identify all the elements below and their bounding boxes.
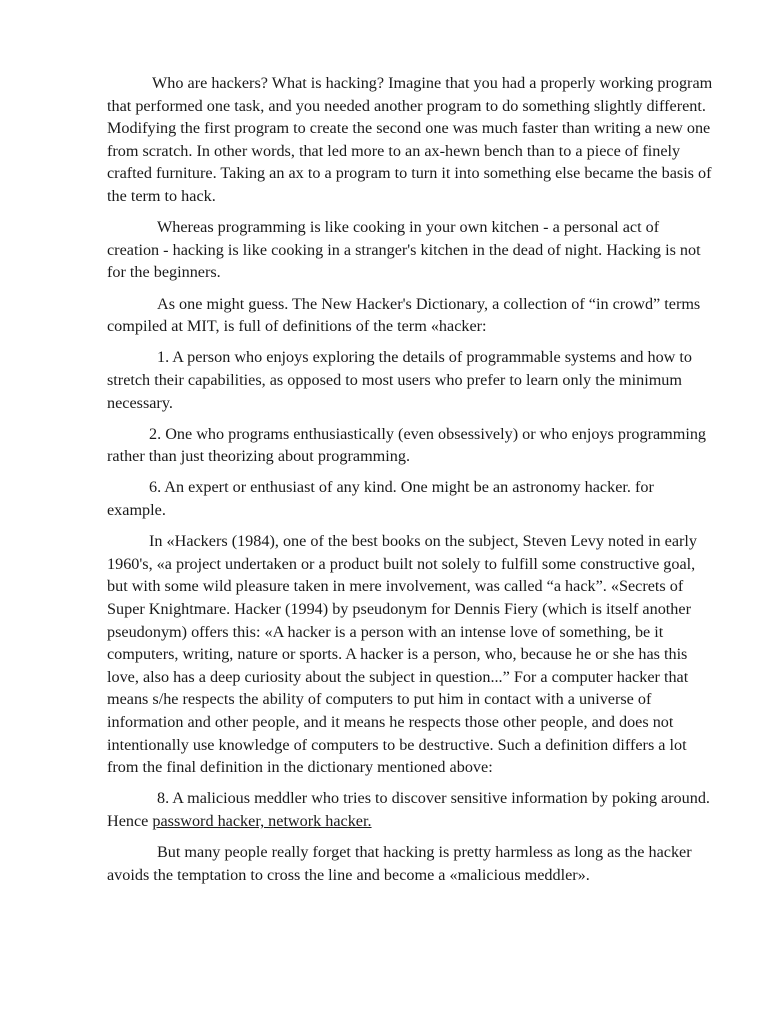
paragraph-what-is-hacking: Who are hackers? What is hacking? Imagine that you had a properly working program that performed one task, and you needed another program to do something slightly different. Modifying the first program to create the second one was much faster than writing a new one from scratch. In other words, that led more to an ax-hewn bench than to a piece of finely crafted furniture. Taking an ax to a program to turn it into something else became the basis of the term to hack. [107, 74, 713, 205]
password-hacker-link[interactable]: password hacker, network hacker. [152, 811, 372, 830]
definition-8 [107, 787, 713, 832]
definition-1: 1. A person who enjoys exploring the details of programmable systems and how to stretch their capabilities, as opposed to most users who prefer to learn only the minimum necessary. [107, 348, 693, 412]
definition-2: 2. One who programs enthusiastically (even obsessively) or who enjoys programming rather than just theorizing about programming. [107, 424, 707, 466]
paragraph-steven-levy: In «Hackers (1984), one of the best books on the subject, Steven Levy noted in early 1960's, «a project undertaken or a product built not solely to fulfill some constructive goal, but with some wild pleasure taken in mere involvement, was called “a hack”. «Secrets of Super Knightmare. Hacker (1994) by pseudonym for Dennis Fiery (which is itself another pseudonym) offers this: «A hacker is a person with an intense love of something, be it computers, writing, nature or sports. A hacker is a person, who, because he or she has this love, also has a deep curiosity about the subject in question...” For a computer hacker that means s/he respects the ability of computers to put him in contact with a universe of information and other people, and it means he respects those other people, and does not intentionally use knowledge of computers to be destructive. Such a definition differs a lot from the final definition in the dictionary mentioned above: [107, 532, 697, 777]
paragraph-conclusion: But many people really forget that hacking is pretty harmless as long as the hacker avoids the temptation to cross the line and become a «malicious meddler». [107, 843, 692, 884]
definition-8-text: 8. A malicious meddler who tries to discover sensitive information by poking around. Hence [107, 789, 710, 830]
paragraph-hackers-dictionary: As one might guess. The New Hacker's Dictionary, a collection of “in crowd” terms compiled at MIT, is full of definitions of the term «hacker: [107, 294, 701, 336]
definition-6: 6. An expert or enthusiast of any kind. One might be an astronomy hacker. for example. [107, 478, 654, 520]
document-page [107, 72, 713, 895]
paragraph-programming-vs-hacking: Whereas programming is like cooking in your own kitchen - a personal act of creation - hacking is like cooking in a stranger's kitchen in the dead of night. Hacking is not for the beginners. [107, 218, 701, 282]
